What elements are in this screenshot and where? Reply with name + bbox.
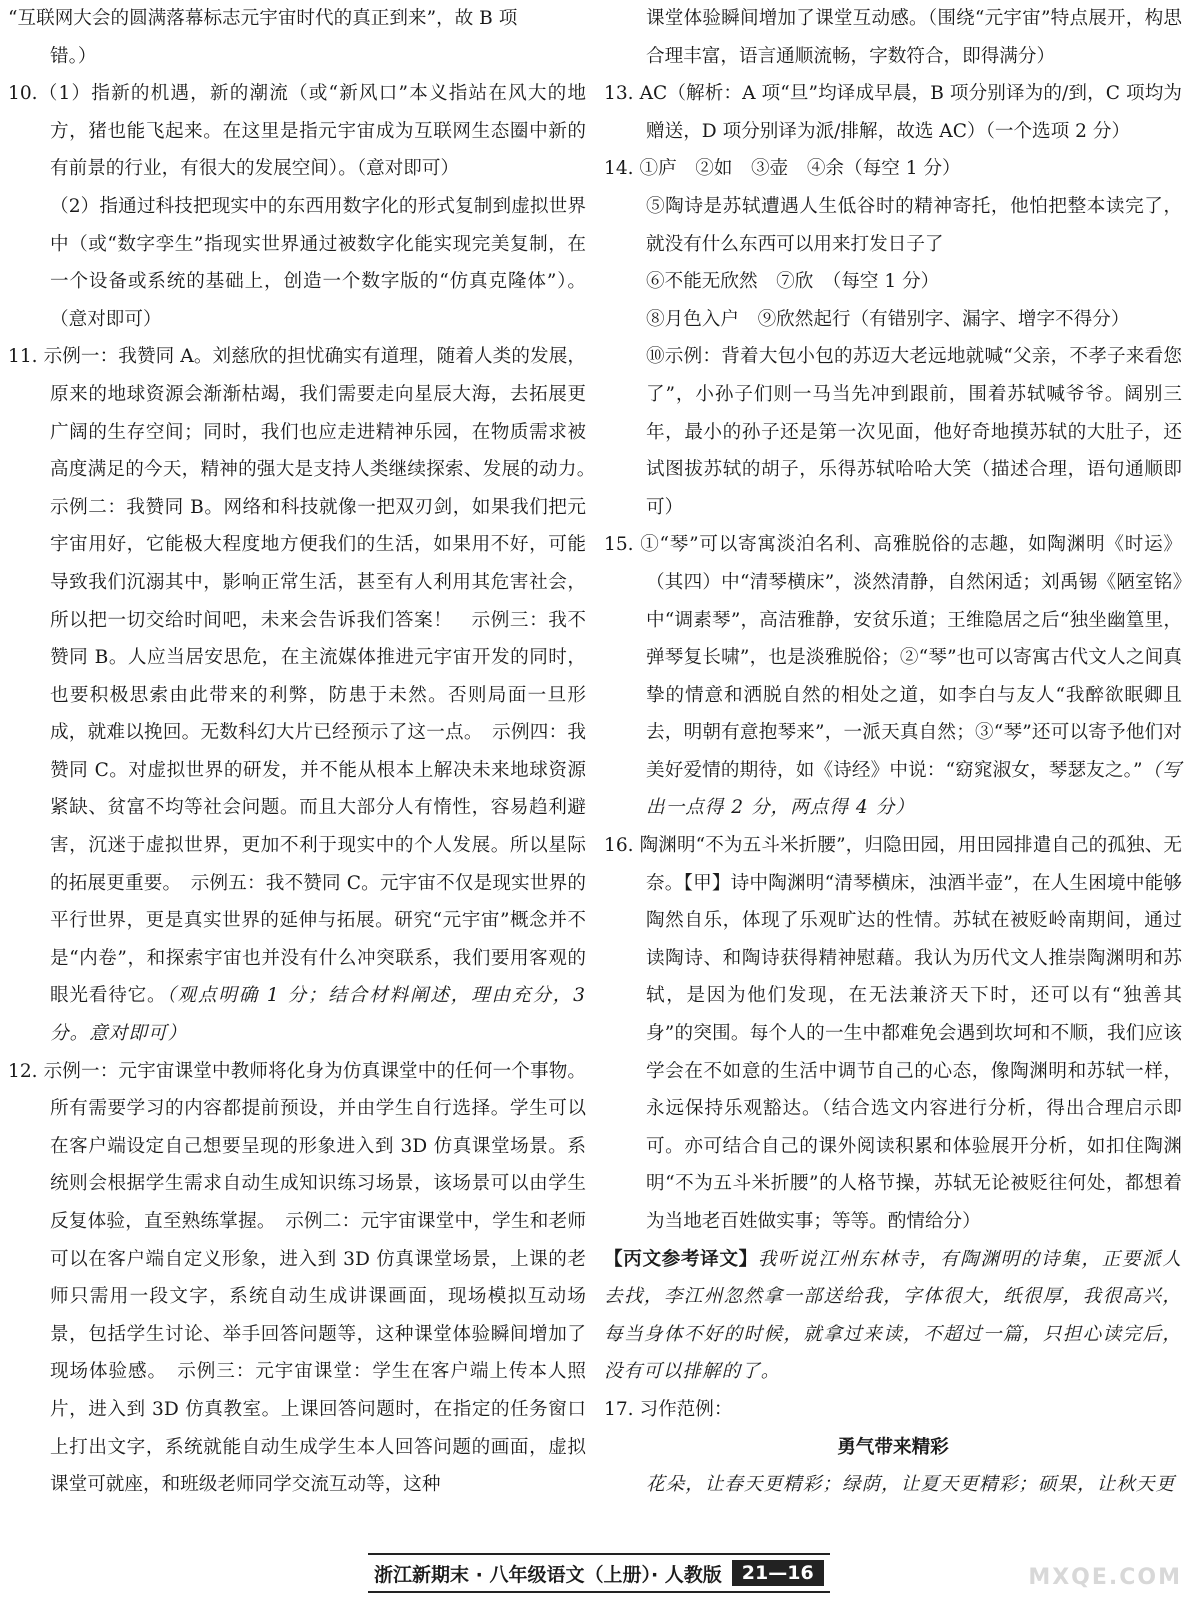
answer-15-text: 15. ①“琴”可以寄寓淡泊名利、高雅脱俗的志趣，如陶渊明《时运》（其四）中“清琴横床”，淡然清静，自然闲适；刘禹锡《陋室铭》中“调素琴”，高洁雅静，安贫乐道；王维隐居之后“独坐幽篁里，弹琴复长啸”，也是淡雅脱俗；②“琴”也可以寄寓古代文人之间真挚的情意和洒脱自然的相处之道，如李白与友人“我醉欲眠卿且去，明朝有意抱琴来”，一派天真自然；③“琴”还可以寄予他们对美好爱情的期待，如《诗经》中说：“窈窕淑女，琴瑟友之。” xyxy=(604,534,1182,781)
answer-10-part2: （2）指通过科技把现实中的东西用数字化的形式复制到虚拟世界中（或“数字孪生”指现实世界通过被数字化能实现完美复制，在一个设备或系统的基础上，创造一个数字版的“仿真克隆体”）。（意对即可） xyxy=(50,195,586,330)
answer-16: 16. 陶渊明“不为五斗米折腰”，归隐田园，用田园排遣自己的孤独、无奈。【甲】诗中陶渊明“清琴横床，浊酒半壶”，在人生困境中能够陶然自乐，体现了乐观旷达的性情。苏轼在被贬岭南期间，通过读陶诗、和陶诗获得精神慰藉。我认为历代文人推崇陶渊明和苏轼，是因为他们发现，在无法兼济天下时，还可以有“独善其身”的突围。每个人的一生中都难免会遇到坎坷和不顺，我们应该学会在不如意的生活中调节自己的心态，像陶渊明和苏轼一样，永远保持乐观豁达。（结合选文内容进行分析，得出合理启示即可。亦可结合自己的课外阅读积累和体验展开分析，如扣住陶渊明“不为五斗米折腰”的人格节操，苏轼无论被贬往何处，都想着为当地老百姓做实事；等等。酌情给分） xyxy=(604,835,1182,1232)
answer-14-b: ⑤陶诗是苏轼遭遇人生低谷时的精神寄托，他怕把整本读完了，就没有什么东西可以用来打发日子了 xyxy=(646,195,1182,255)
answer-11-scoring: （观点明确 1 分；结合材料阐述，理由充分，3 分。意对即可） xyxy=(50,985,586,1045)
essay-title: 勇气带来精彩 xyxy=(837,1436,949,1458)
answer-14-a: 14. ①庐 ②如 ③壶 ④余（每空 1 分） xyxy=(604,158,961,180)
translation-text: 我听说江州东林寺，有陶渊明的诗集，正要派人去找，李江州忽然拿一部送给我，字体很大，纸很厚，我很高兴，每当身体不好的时候，就拿过来读，不超过一篇，只担心读完后，没有可以排解的了。 xyxy=(604,1248,1182,1383)
translation xyxy=(604,1241,1182,1391)
page-number: 21—16 xyxy=(732,1560,824,1586)
continued-text-end: 错。） xyxy=(50,45,97,67)
continued-text: “互联网大会的圆满落幕标志元宇宙时代的真正到来”，故 B 项 xyxy=(8,8,518,29)
left-column xyxy=(8,0,605,1535)
answer-11-text: 11. 示例一：我赞同 A。刘慈欣的担忧确实有道理，随着人类的发展，原来的地球资源会渐渐枯竭，我们需要走向星辰大海，去拓展更广阔的生存空间；同时，我们也应走进精神乐园，在物质需求被高度满足的今天，精神的强大是支持人类继续探索、发展的动力。 示例二：我赞同 B。网络和科技就像一把双刃剑，如果我们把元宇宙用好，它能极大程度地方便我们的生活，如果用不好，可能导致我们沉溺其中，影响正常生活，甚至有人利用其危害社会，所以把一切交给时间吧，未来会告诉我们答案！ 示例三：我不赞同 B。人应当居安思危，在主流媒体推进元宇宙开发的同时，也要积极思索由此带来的利弊，防患于未然。否则局面一旦形成，就难以挽回。无数科幻大片已经预示了这一点。 示例四：我赞同 C。对虚拟世界的研发，并不能从根本上解决未来地球资源紧缺、贫富不均等社会问题。而且大部分人有惰性，容易趋利避害，沉迷于虚拟世界，更加不利于现实中的个人发展。所以星际的拓展更重要。 示例五：我不赞同 C。元宇宙不仅是现实世界的平行世界，更是真实世界的延伸与拓展。研究“元宇宙”概念并不是“内卷”，和探索宇宙也并没有什么冲突联系，我们要用客观的眼光看待它。 xyxy=(8,346,605,1007)
answer-17-heading: 17. 习作范例： xyxy=(604,1398,733,1420)
answer-11 xyxy=(8,338,605,1052)
translation-label: 【丙文参考译文】 xyxy=(604,1248,758,1270)
page-footer xyxy=(368,1553,830,1593)
answer-14-d: ⑧月色入户 ⑨欣然起行（有错别字、漏字、增字不得分） xyxy=(646,308,1130,330)
right-column xyxy=(604,0,1182,1535)
answer-15 xyxy=(604,526,1182,827)
watermark: MXQE.COM xyxy=(1028,1565,1182,1590)
answer-14-e: ⑩示例：背着大包小包的苏迈大老远地就喊“父亲，不孝子来看您了”，小孙子们则一马当先冲到跟前，围着苏轼喊爷爷。阔别三年，最小的孙子还是第一次见面，他好奇地摸苏轼的大肚子，还试图拔苏轼的胡子，乐得苏轼哈哈大笑（描述合理，语句通顺即可） xyxy=(646,346,1182,518)
footer-title: 浙江新期末 · 八年级语文（上册）· 人教版 xyxy=(374,1563,722,1586)
answer-12: 12. 示例一：元宇宙课堂中教师将化身为仿真课堂中的任何一个事物。所有需要学习的内容都提前预设，并由学生自行选择。学生可以在客户端设定自己想要呈现的形象进入到 3D 仿真课堂场景。系统则会根据学生需求自动生成知识练习场景，该场景可以由学生反复体验，直至熟练掌握。 示例二：元宇宙课堂中，学生和老师可以在客户端自定义形象，进入到 3D 仿真课堂场景，上课的老师只需用一段文字，系统自动生成讲课画面，现场模拟互动场景，包括学生讨论、举手回答问题等，这种课堂体验瞬间增加了现场体验感。 示例三：元宇宙课堂：学生在客户端上传本人照片，进入到 3D 仿真教室。上课回答问题时，在指定的任务窗口上打出文字，系统就能自动生成学生本人回答问题的画面，虚拟课堂可就座，和班级老师同学交流互动等，这种 xyxy=(8,1060,586,1496)
answer-15-scoring: （写出一点得 2 分，两点得 4 分） xyxy=(646,759,1182,819)
essay-first-line: 花朵，让春天更精彩；绿荫，让夏天更精彩；硕果，让秋天更 xyxy=(646,1474,1176,1496)
answer-13: 13. AC（解析：A 项“旦”均译成早晨，B 项分别译为的/到，C 项均为赠送，D 项分别译为派/排解，故选 AC）（一个选项 2 分） xyxy=(604,83,1182,142)
answer-10-part1: 10.（1）指新的机遇，新的潮流（或“新风口”本义指站在风大的地方，猪也能飞起来。在这里是指元宇宙成为互联网生态圈中新的有前景的行业，有很大的发展空间）。（意对即可） xyxy=(8,83,586,180)
continued-answer-12: 课堂体验瞬间增加了课堂互动感。（围绕“元宇宙”特点展开，构思合理丰富，语言通顺流畅，字数符合，即得满分） xyxy=(646,8,1182,67)
answer-14-c: ⑥不能无欣然 ⑦欣 （每空 1 分） xyxy=(646,271,940,293)
